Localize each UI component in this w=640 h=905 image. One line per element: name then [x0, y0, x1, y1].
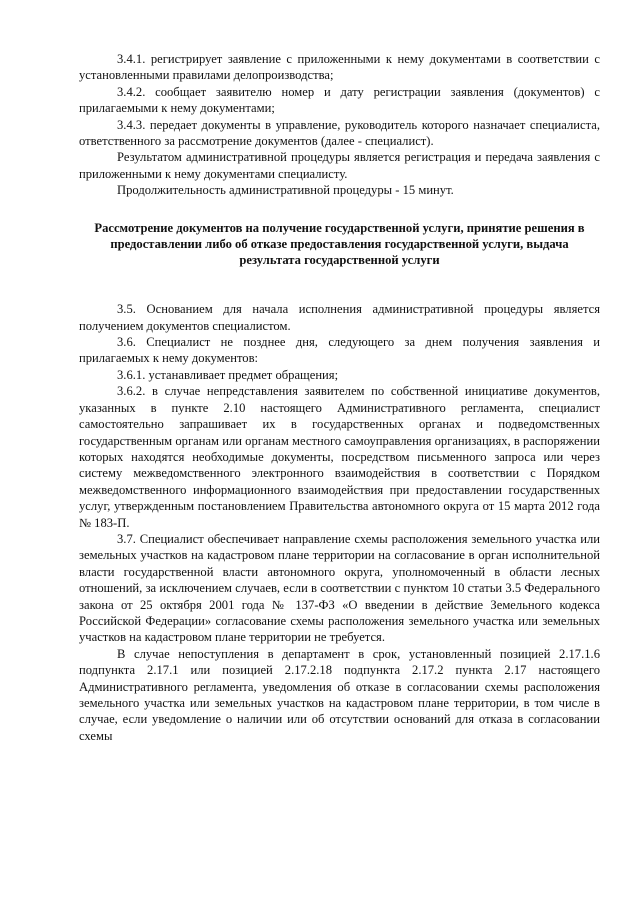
paragraph-non-receipt: В случае непоступления в департамент в срок, установленный позицией 2.17.1.6 подпункта 2.17.1 или позицией 2.17.2.18 подпункта 2.17.2 пункта 2.17 настоящего Административного регламента, уведомления об отказе в согласовании схемы расположения земельного участка или земельных участков на кадастровом плане территории, в том числе в случае, если уведомление о наличии или об отсутствии оснований для отказа в согласовании схемы [79, 646, 600, 743]
section-heading: Рассмотрение документов на получение государственной услуги, принятие решения в предоставлении либо об отказе предоставления государственной услуги, выдача результата государственной услуги [94, 220, 585, 268]
paragraph-3-4-3: 3.4.3. передает документы в управление, руководитель которого назначает специалиста, ответственного за рассмотрение документов (далее - специалист). [79, 117, 600, 149]
paragraph-3-6: 3.6. Специалист не позднее дня, следующего за днем получения заявления и прилагаемых к нему документов: [79, 335, 600, 366]
paragraph-3-6-1: 3.6.1. устанавливает предмет обращения; [117, 367, 339, 382]
paragraph-3-4-1: 3.4.1. регистрирует заявление с приложенными к нему документами в соответствии с установленными правилами делопроизводства; [79, 52, 600, 83]
paragraph-result: Результатом административной процедуры является регистрация и передача заявления с приложенными к нему документами специалисту. [79, 150, 600, 181]
paragraph-3-5: 3.5. Основанием для начала исполнения административной процедуры является получением документов специалистом. [79, 302, 600, 333]
paragraph-duration: Продолжительность административной процедуры - 15 минут. [117, 183, 454, 198]
paragraph-3-6-2: 3.6.2. в случае непредставления заявителем по собственной инициативе документов, указанных в пункте 2.10 настоящего Административного регламента, специалист самостоятельно запрашивает их в государственных органах и подведомственных государственным органам или органам местного самоуправления организациях, в распоряжении которых находятся необходимые документы, посредством письменного запроса или через систему межведомственного электронного взаимодействия в соответствии с Порядком межведомственного информационного взаимодействия при предоставлении государственных услуг, утвержденным постановлением Правительства автономного округа от 15 марта 2012 года № 183-П. [79, 384, 600, 530]
paragraph-3-7: 3.7. Специалист обеспечивает направление схемы расположения земельного участка или земельных участков на кадастровом плане территории на согласование в орган исполнительной власти государственной власти автономного округа, уполномоченный в области лесных отношений, за исключением случаев, если в соответствии с пунктом 10 статьи 3.5 Федерального закона от 25 октября 2001 года № 137-ФЗ «О введении в действие Земельного кодекса Российской Федерации» согласование схемы расположения земельного участка или земельных участков на кадастровом плане территории не требуется. [79, 531, 600, 645]
paragraph-3-4-2: 3.4.2. сообщает заявителю номер и дату регистрации заявления (документов) с прилагаемыми к нему документами; [79, 84, 600, 116]
